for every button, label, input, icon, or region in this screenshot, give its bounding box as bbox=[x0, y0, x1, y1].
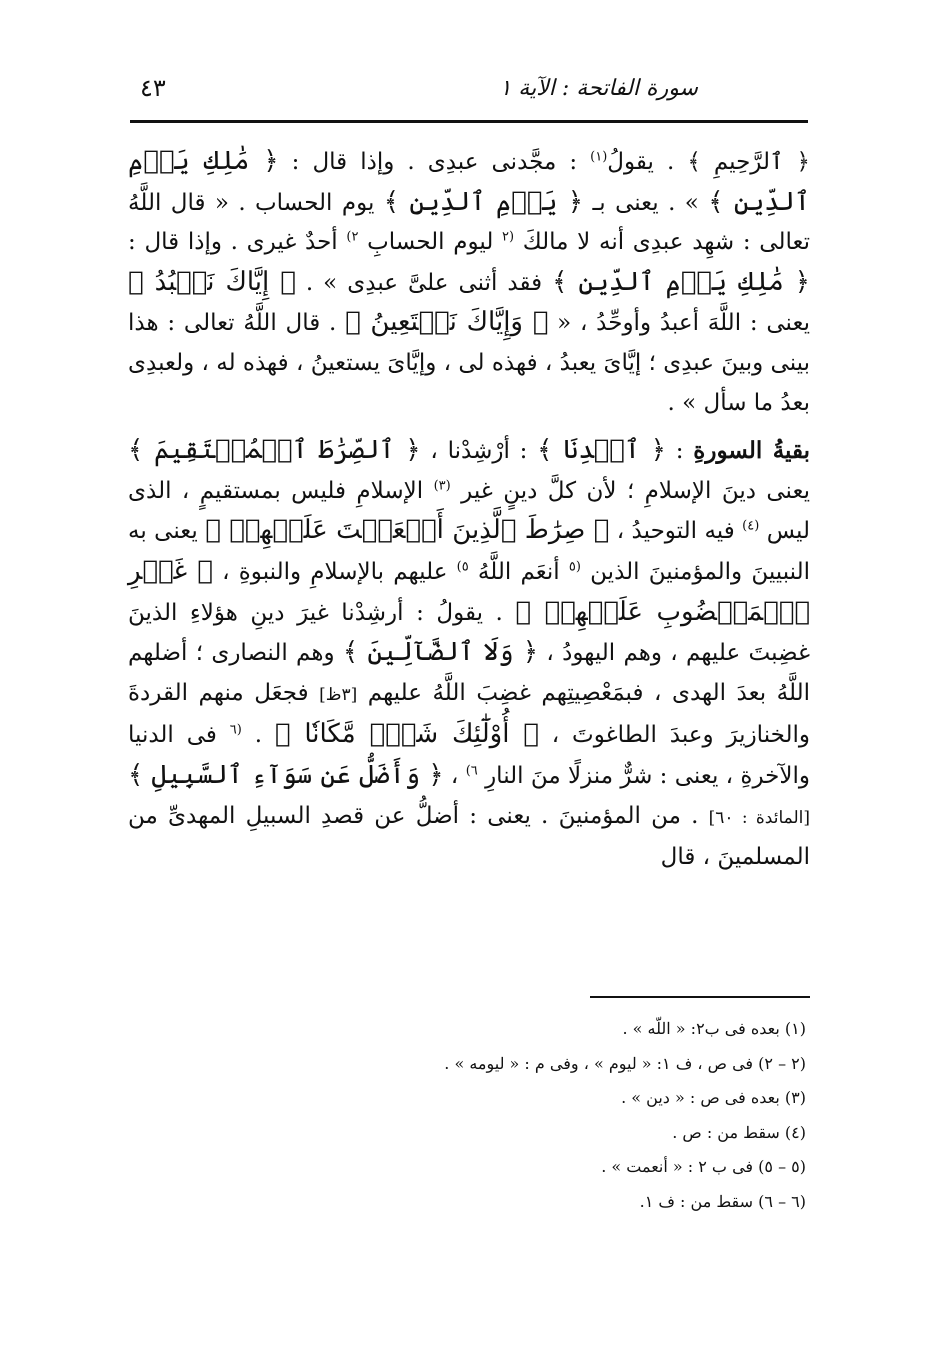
text-run: يعنى به النبيينَ والمؤمنينَ الذين bbox=[128, 518, 811, 585]
paragraph-2 bbox=[128, 431, 810, 878]
text-run: عليهم بالإسلامِ والنبوةِ ، bbox=[212, 558, 457, 585]
page-number: ٤٣ bbox=[140, 74, 166, 102]
text-run: فى الدنيا والآخرةِ ، يعنى : شرٌّ منزلًا منَ النارِ bbox=[128, 722, 811, 789]
footnote-item: (٥ – ٥) فى ب ٢ : « أنعمت » . bbox=[601, 1157, 806, 1177]
text-run: يعنى دينَ الإسلامِ ؛ لأن كلَّ دينٍ غير bbox=[450, 477, 810, 504]
main-text bbox=[128, 142, 810, 878]
quran-verse: ﴿ وَأَضَلُّ عَن سَوَآءِ ٱلسَّبِيلِ ﴾ bbox=[128, 759, 444, 790]
footnote-item: (١) بعده فى ب٢: « اللّه » . bbox=[622, 1019, 806, 1038]
verse-citation: [المائدة : ٦٠] bbox=[708, 807, 811, 828]
footnote-marker: (٥ bbox=[568, 559, 581, 575]
quran-verse: ﴿ وَلَا ٱلضَّآلِّينَ ﴾ bbox=[342, 637, 539, 668]
text-run: فجعَل منهم القردةَ والخنازيرَ وعبدَ الطاغوتَ ، bbox=[128, 679, 810, 749]
text-run: يعنى : اللَّهَ أعبدُ وأوحِّدُ ، « bbox=[548, 310, 810, 337]
footnote-item: (٣) بعده فى ص : « دين » . bbox=[621, 1088, 806, 1108]
text-run: ، bbox=[443, 762, 466, 789]
footnote-marker: ٢) bbox=[346, 229, 359, 245]
footnote-separator bbox=[590, 996, 810, 998]
text-run: . قال اللَّهُ تعالى : هذا بينى وبينَ عبدِى ؛ إيَّاىَ يعبدُ ، فهذه لى ، وإيَّاىَ يستعينُ ، فهذه له ، ولعبدِى بعدُ ما سأل » . bbox=[128, 310, 810, 416]
footnote-marker: (٢ bbox=[502, 229, 515, 245]
text-run: فقد أثنى علىَّ عبدِى » . bbox=[295, 269, 553, 296]
text-run: أحدٌ غيرى . وإذا قال : bbox=[128, 229, 347, 256]
text-run: : bbox=[665, 438, 694, 465]
footnote-item: (٢ – ٢) فى ص ، ف ١: « ليوم » ، وفى م : « ليومه » . bbox=[444, 1053, 806, 1073]
quran-verse: ﴿ وَإِيَّاكَ نَسۡتَعِينُ ﴾ bbox=[345, 307, 549, 338]
running-header bbox=[130, 72, 808, 116]
quran-verse: ﴿ مَٰلِكِ يَوۡمِ ٱلدِّينِ ﴾ bbox=[552, 266, 811, 297]
quran-verse: ﴿ مَٰلِكِ يَوۡمِ ٱلدِّينِ ﴾ bbox=[128, 146, 811, 217]
quran-verse: ﴿ غَيۡرِ ٱلۡمَغۡضُوبِ عَلَيۡهِمۡ ﴾ bbox=[128, 555, 810, 627]
text-run: وهم النصارى ؛ أضلهم اللَّهُ بعدَ الهدى ، فبمَعْصِيتِهم غضِبَ اللَّهُ عليهم bbox=[128, 640, 810, 706]
footnote-item: (٤) سقط من : ص . bbox=[672, 1122, 806, 1142]
footnote-marker: (١) bbox=[590, 149, 608, 165]
text-run: : مجَّدنى عبدِى . وإذا قال : bbox=[278, 149, 591, 175]
footnotes bbox=[300, 1012, 806, 1220]
footnote-item: (٦ – ٦) سقط من : ف ١. bbox=[639, 1191, 806, 1211]
header-rule bbox=[130, 120, 808, 123]
quran-verse: ﴿ إِيَّاكَ نَعۡبُدُ ﴾ bbox=[128, 266, 296, 297]
footnote-marker: ٦) bbox=[465, 763, 478, 779]
quran-verse: ﴿ ٱهۡدِنَا ﴾ bbox=[537, 435, 666, 466]
text-run: . من المؤمنينَ . يعنى : أضلُّ عن قصدِ السبيلِ المهدىِّ من المسلمينَ ، قال bbox=[128, 802, 810, 871]
footnote-marker: (٦ bbox=[229, 722, 242, 738]
footnote-marker: (٤) bbox=[742, 518, 760, 534]
text-run: ﴿ ٱلرَّحِيمِ ﴾ . يقولُ bbox=[607, 149, 810, 175]
text-run: فيه التوحيدُ ، bbox=[609, 518, 743, 545]
text-run: » . يعنى بـ bbox=[583, 189, 709, 216]
quran-verse: ﴿ صِرَٰطَ ٱلَّذِينَ أَنۡعَمۡتَ عَلَيۡهِمۡ ﴾ bbox=[205, 515, 610, 546]
quran-verse: ﴿ ٱلصِّرَٰطَ ٱلۡمُسۡتَقِيمَ ﴾ bbox=[128, 435, 421, 466]
footnote-marker: (٣) bbox=[433, 478, 451, 494]
text-run: : أرْشِدْنا ، bbox=[420, 438, 538, 465]
text-run: ليوم الحسابِ bbox=[358, 229, 503, 256]
text-run: . يقولُ : أرشِدْنا غيرَ دينِ هؤلاءِ الذينَ غضِبتَ عليهم ، وهم اليهودُ ، bbox=[128, 599, 810, 667]
quran-verse: ﴿ يَوۡمِ ٱلدِّينِ ﴾ bbox=[383, 186, 584, 217]
paragraph-1 bbox=[128, 142, 810, 423]
text-run: يوم الحساب . « قال اللَّهُ تعالى : شهِد عبدِى أنه لا مالكَ bbox=[128, 189, 810, 256]
section-title: بقيةُ السورةِ bbox=[693, 437, 811, 465]
quran-verse: ﴿ أُوْلَٰٓئِكَ شَرّٞ مَّكَانٗا ﴾ bbox=[274, 719, 539, 750]
text-run: أنعَم اللَّهُ bbox=[468, 558, 569, 585]
text-run: الإسلامِ فليس بمستقيمٍ ، الذى ليس bbox=[128, 477, 811, 545]
manuscript-folio-ref: [٣ظ] bbox=[319, 684, 358, 705]
text-run: . bbox=[241, 722, 275, 749]
footnote-marker: ٥) bbox=[456, 559, 469, 575]
surah-title: سورة الفاتحة : الآية ١ bbox=[499, 76, 698, 101]
